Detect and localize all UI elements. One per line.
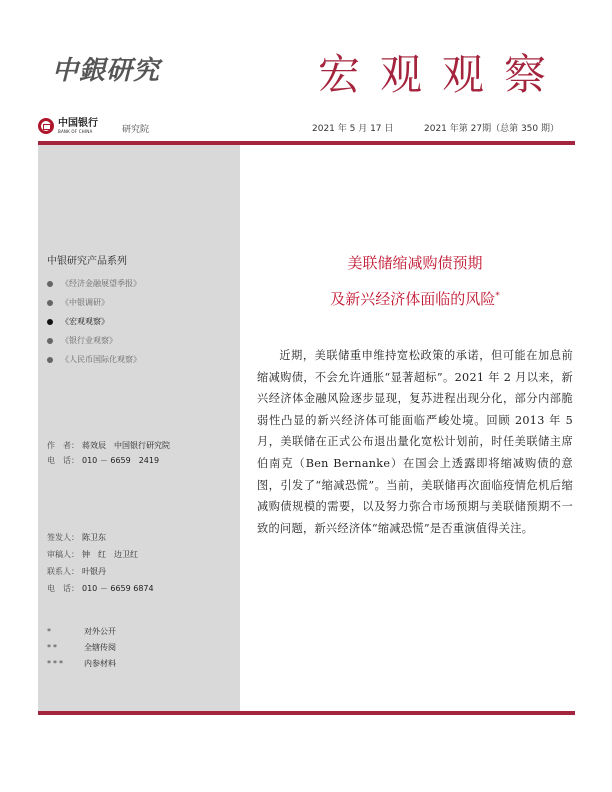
product-series-list (47, 274, 141, 369)
footnote-marker: * (495, 291, 500, 301)
contact-phone-value: 010 － 6659 6874 (82, 584, 154, 593)
footer-divider (38, 711, 575, 715)
author-label: 作 者： (47, 441, 79, 450)
bullet-icon (47, 319, 53, 325)
article-abstract: 近期，美联储重申维持宽松政策的承诺，但可能在加息前缩减购债，不会允许通胀“显著超标”。2021 年 2 月以来，新兴经济体金融风险逐步显现，复苏进程出现分化，部分内部脆弱性凸显的新兴经济体可能面临严峻处境。回顾 2013 年 5 月，美联储在正式公布退出量化宽松计划前，时任美联储主席伯南克（Ben Bernanke）在国会上透露即将缩减购债的意图，引发了“缩减恐慌”。当前，美联储再次面临疫情危机后缩减购债规模的需要，以及努力弥合市场预期与美联储预期不一致的问题，新兴经济体“缩减恐慌”是否重演值得关注。 (257, 349, 573, 535)
reviewer-label: 审稿人： (47, 550, 79, 559)
classification-label: 对外公开 (84, 627, 116, 636)
product-series-heading: 中银研究产品系列 (47, 256, 127, 267)
contact-label: 联系人： (47, 567, 79, 576)
bank-name-en: BANK OF CHINA (58, 128, 93, 134)
brand-calligraphy-logo: 中銀研究 (52, 56, 161, 86)
series-title: 宏观观察 (318, 50, 567, 99)
signoff-info (47, 529, 154, 597)
article-title-line2: 及新兴经济体面临的风险* (330, 290, 500, 308)
product-item: 《银行业观察》 (47, 331, 141, 350)
bank-name-cn: 中国银行 (58, 117, 98, 129)
product-item: 《中银调研》 (47, 293, 141, 312)
product-item-active: 《宏观观察》 (47, 312, 141, 331)
phone-label: 电 话： (47, 456, 79, 465)
star-rating-icon: * (47, 627, 53, 636)
star-rating-icon: *** (47, 659, 65, 668)
author-value: 蒋效辰 中国银行研究院 (82, 441, 170, 450)
bullet-icon (47, 357, 53, 363)
issuer-value: 陈卫东 (82, 533, 106, 542)
issuer-label: 签发人： (47, 533, 79, 542)
phone-value: 010 － 6659 2419 (82, 456, 160, 465)
issue-number: 2021 年第 27期（总第 350 期） (424, 124, 559, 134)
article-title-line1: 美联储缩减购债预期 (347, 254, 483, 272)
bank-of-china-emblem-icon (38, 118, 54, 134)
classification-label: 内参材料 (84, 659, 116, 668)
star-rating-icon: ** (47, 643, 59, 652)
institute-label: 研究院 (122, 125, 150, 135)
bank-name (58, 119, 98, 134)
product-item: 《经济金融展望季报》 (47, 274, 141, 293)
contact-value: 叶银丹 (82, 567, 106, 576)
reviewer-value: 钟 红 边卫红 (82, 550, 138, 559)
publish-date: 2021 年 5 月 17 日 (312, 124, 394, 134)
bullet-icon (47, 338, 53, 344)
classification-label: 全辖传阅 (84, 643, 116, 652)
bullet-icon (47, 300, 53, 306)
contact-phone-label: 电 话： (47, 584, 79, 593)
bullet-icon (47, 281, 53, 287)
author-info (47, 438, 170, 468)
product-item: 《人民币国际化观察》 (47, 350, 141, 369)
bank-of-china-logo (38, 118, 98, 134)
classification-legend (47, 624, 116, 672)
